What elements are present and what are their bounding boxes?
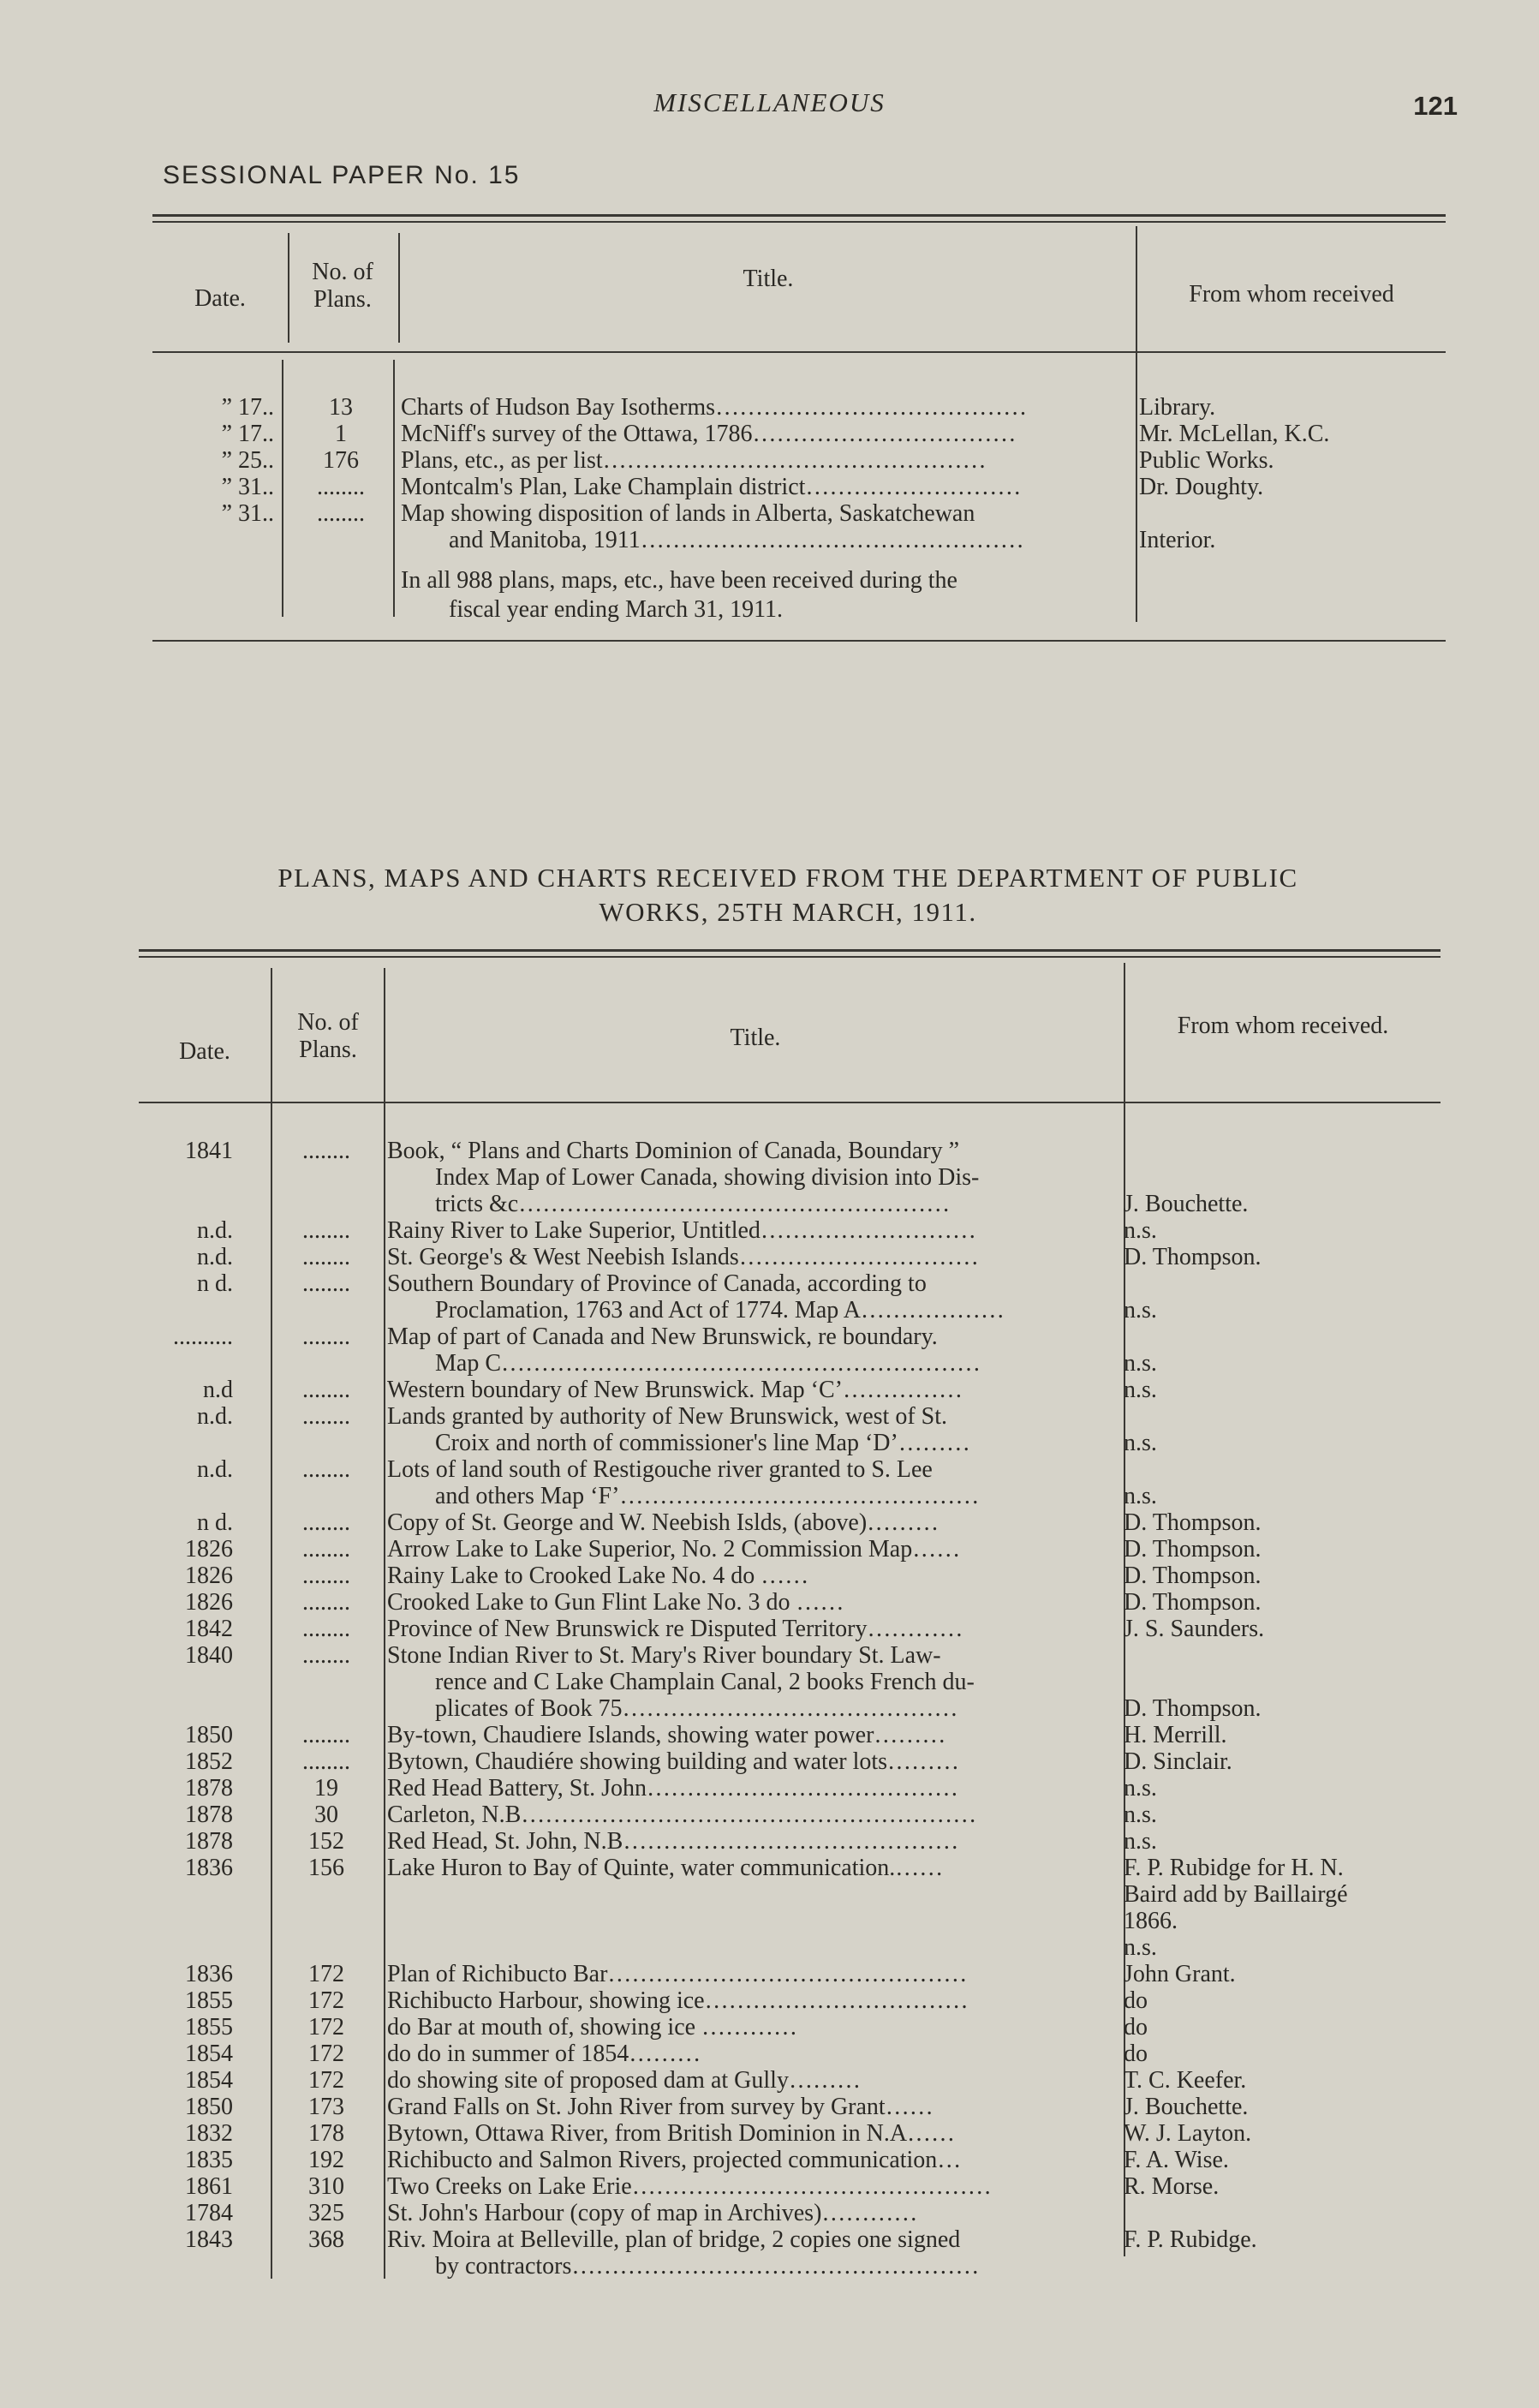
from-cell: n.s.: [1124, 1483, 1157, 1509]
table-row: [139, 1350, 1441, 1377]
plans-cell: ........: [302, 1377, 350, 1403]
plans-cell: 172: [308, 2014, 344, 2041]
date-cell: n.d.: [197, 1217, 233, 1244]
plans-cell: 368: [308, 2226, 344, 2253]
from-cell: D. Thompson.: [1124, 1695, 1262, 1722]
from-cell: D. Thompson.: [1124, 1509, 1262, 1536]
plans-cell: ........: [302, 1138, 350, 1164]
table-row: [139, 1297, 1441, 1324]
date-cell: 1826: [185, 1589, 233, 1616]
table-row: [139, 1536, 1441, 1563]
title-cell: Index Map of Lower Canada, showing division into Dis-: [435, 1164, 980, 1191]
from-cell: Interior.: [1139, 527, 1216, 553]
running-title: MISCELLANEOUS: [653, 87, 886, 117]
date-cell: 1784: [185, 2200, 233, 2226]
header-title: Title.: [730, 1025, 781, 1051]
from-cell: n.s.: [1124, 1802, 1157, 1828]
table-row: [139, 1961, 1441, 1987]
title-cell: St. George's & West Neebish Islands…………………………: [387, 1244, 979, 1270]
plans-cell: 19: [314, 1775, 338, 1802]
from-cell: n.s.: [1124, 1934, 1157, 1961]
title-cell: Lake Huron to Bay of Quinte, water communication.……: [387, 1855, 944, 1881]
plans-cell: ........: [302, 1244, 350, 1270]
table-row: [139, 1430, 1441, 1456]
plans-cell: ........: [317, 474, 365, 500]
date-cell: 1843: [185, 2226, 233, 2253]
date-cell: n.d.: [197, 1403, 233, 1430]
table-row: [139, 2014, 1441, 2041]
page-number: 121: [1413, 91, 1458, 121]
date-cell: 1852: [185, 1748, 233, 1775]
header-title: Title.: [743, 266, 794, 292]
table-1: [152, 214, 1446, 660]
date-cell: 1850: [185, 1722, 233, 1748]
title-cell: Map showing disposition of lands in Alberta, Saskatchewan: [401, 500, 975, 527]
table-row: [139, 2173, 1441, 2200]
from-cell: R. Morse.: [1124, 2173, 1220, 2200]
title-cell: Richibucto and Salmon Rivers, projected communication…: [387, 2147, 962, 2173]
table-row: [152, 421, 1446, 447]
title-cell: Proclamation, 1763 and Act of 1774. Map A………………: [435, 1297, 1005, 1324]
header-date: Date.: [194, 285, 246, 312]
title-cell: Book, “ Plans and Charts Dominion of Canada, Boundary ”: [387, 1138, 960, 1164]
plans-cell: 176: [323, 447, 359, 474]
title-cell: Province of New Brunswick re Disputed Territory…………: [387, 1616, 963, 1642]
date-cell: 1850: [185, 2094, 233, 2120]
plans-cell: ........: [302, 1642, 350, 1669]
from-cell: D. Thompson.: [1124, 1589, 1262, 1616]
title-cell: Southern Boundary of Province of Canada, according to: [387, 1270, 927, 1297]
title-cell: by contractors……………………………………………: [435, 2253, 980, 2280]
date-cell: ” 31..: [221, 500, 274, 527]
from-cell: do: [1124, 1987, 1148, 2014]
date-cell: 1835: [185, 2147, 233, 2173]
date-cell: 1836: [185, 1961, 233, 1987]
from-cell: n.s.: [1124, 1828, 1157, 1855]
plans-cell: ........: [302, 1217, 350, 1244]
header-plans: No. of Plans.: [297, 1009, 359, 1064]
date-cell: ..........: [173, 1324, 233, 1350]
title-cell: Plan of Richibucto Bar………………………………………: [387, 1961, 968, 1987]
plans-cell: ........: [302, 1563, 350, 1589]
date-cell: 1854: [185, 2067, 233, 2094]
title-cell: and Manitoba, 1911…………………………………………: [449, 527, 1024, 553]
table-row: [139, 2067, 1441, 2094]
plans-cell: 325: [308, 2200, 344, 2226]
plans-cell: ........: [302, 1536, 350, 1563]
plans-cell: 192: [308, 2147, 344, 2173]
table-row: [139, 1748, 1441, 1775]
table-row: [139, 1244, 1441, 1270]
from-cell: Baird add by Baillairgé: [1124, 1881, 1348, 1908]
section-title-cont: WORKS, 25TH MARCH, 1911.: [599, 897, 977, 927]
date-cell: n.d.: [197, 1456, 233, 1483]
date-cell: 1861: [185, 2173, 233, 2200]
date-cell: 1826: [185, 1536, 233, 1563]
table-row: [139, 1377, 1441, 1403]
from-cell: F. P. Rubidge.: [1124, 2226, 1257, 2253]
table-row: [139, 1164, 1441, 1191]
table-row: [152, 527, 1446, 553]
table-row: [139, 1138, 1441, 1164]
title-cell: do Bar at mouth of, showing ice …………: [387, 2014, 798, 2041]
table-1-note-cont: fiscal year ending March 31, 1911.: [449, 596, 784, 623]
plans-cell: ........: [302, 1270, 350, 1297]
title-cell: Montcalm's Plan, Lake Champlain district………………………: [401, 474, 1022, 500]
from-cell: J. Bouchette.: [1124, 1191, 1249, 1217]
title-cell: Charts of Hudson Bay Isotherms…………………………………: [401, 394, 1028, 421]
title-cell: Bytown, Chaudiére showing building and water lots………: [387, 1748, 960, 1775]
title-cell: McNiff's survey of the Ottawa, 1786……………………………: [401, 421, 1017, 447]
title-cell: Rainy River to Lake Superior, Untitled………………………: [387, 1217, 976, 1244]
date-cell: 1878: [185, 1775, 233, 1802]
table-row: [152, 500, 1446, 527]
title-cell: Map C……………………………………………………: [435, 1350, 981, 1377]
title-cell: Map of part of Canada and New Brunswick, re boundary.: [387, 1324, 938, 1350]
from-cell: F. P. Rubidge for H. N.: [1124, 1855, 1344, 1881]
title-cell: Grand Falls on St. John River from survey by Grant……: [387, 2094, 934, 2120]
plans-cell: 1: [335, 421, 347, 447]
header-from: From whom received.: [1177, 1013, 1389, 1039]
plans-cell: 178: [308, 2120, 344, 2147]
table-row: [139, 1987, 1441, 2014]
title-cell: do do in summer of 1854………: [387, 2041, 701, 2067]
from-cell: n.s.: [1124, 1775, 1157, 1802]
table-row: [139, 1324, 1441, 1350]
table-row: [139, 1669, 1441, 1695]
plans-cell: ........: [302, 1403, 350, 1430]
title-cell: Red Head Battery, St. John…………………………………: [387, 1775, 959, 1802]
from-cell: J. Bouchette.: [1124, 2094, 1249, 2120]
header-from: From whom received: [1189, 281, 1394, 308]
table-row: [139, 1616, 1441, 1642]
table-row: [139, 2253, 1441, 2280]
date-cell: ” 31..: [221, 474, 274, 500]
table-row: [139, 2200, 1441, 2226]
title-cell: Arrow Lake to Lake Superior, No. 2 Commission Map……: [387, 1536, 961, 1563]
table-row: [139, 2120, 1441, 2147]
date-cell: n.d: [203, 1377, 233, 1403]
header-underline: [152, 351, 1446, 353]
title-cell: Richibucto Harbour, showing ice……………………………: [387, 1987, 969, 2014]
table-row: [152, 474, 1446, 500]
from-cell: n.s.: [1124, 1430, 1157, 1456]
from-cell: D. Thompson.: [1124, 1563, 1262, 1589]
table-top-rule: [139, 949, 1441, 952]
title-cell: do showing site of proposed dam at Gully………: [387, 2067, 861, 2094]
title-cell: Crooked Lake to Gun Flint Lake No. 3 do ……: [387, 1589, 844, 1616]
table-row: [139, 1191, 1441, 1217]
table-row: [139, 1881, 1441, 1908]
table-row: [139, 1802, 1441, 1828]
table-row: [152, 447, 1446, 474]
date-cell: 1854: [185, 2041, 233, 2067]
from-cell: Public Works.: [1139, 447, 1274, 474]
table-row: [139, 1855, 1441, 1881]
column-divider: [288, 233, 289, 343]
from-cell: do: [1124, 2014, 1148, 2041]
plans-cell: 172: [308, 1961, 344, 1987]
header-plans: No. of Plans.: [312, 259, 373, 314]
table-row: [139, 1775, 1441, 1802]
plans-cell: ........: [302, 1589, 350, 1616]
table-row: [139, 2094, 1441, 2120]
title-cell: Stone Indian River to St. Mary's River boundary St. Law-: [387, 1642, 941, 1669]
from-cell: Library.: [1139, 394, 1216, 421]
title-cell: and others Map ‘F’………………………………………: [435, 1483, 980, 1509]
date-cell: ” 17..: [221, 421, 274, 447]
table-top-rule: [152, 214, 1446, 217]
plans-cell: 30: [314, 1802, 338, 1828]
plans-cell: 173: [308, 2094, 344, 2120]
column-divider: [398, 233, 400, 343]
title-cell: Western boundary of New Brunswick. Map ‘C’……………: [387, 1377, 963, 1403]
from-cell: T. C. Keefer.: [1124, 2067, 1247, 2094]
date-cell: 1878: [185, 1802, 233, 1828]
table-1-note: In all 988 plans, maps, etc., have been received during the: [401, 567, 957, 594]
table-row: [139, 1403, 1441, 1430]
from-cell: n.s.: [1124, 1350, 1157, 1377]
table-row: [139, 1642, 1441, 1669]
from-cell: J. S. Saunders.: [1124, 1616, 1265, 1642]
table-row: [139, 1828, 1441, 1855]
table-bottom-rule: [152, 640, 1446, 642]
date-cell: 1855: [185, 2014, 233, 2041]
plans-cell: ........: [302, 1509, 350, 1536]
header-date: Date.: [179, 1038, 230, 1065]
plans-cell: 172: [308, 1987, 344, 2014]
from-cell: Dr. Doughty.: [1139, 474, 1264, 500]
plans-cell: ........: [302, 1748, 350, 1775]
date-cell: 1836: [185, 1855, 233, 1881]
table-row: [139, 1509, 1441, 1536]
table-row: [139, 2226, 1441, 2253]
from-cell: 1866.: [1124, 1908, 1178, 1934]
title-cell: rence and C Lake Champlain Canal, 2 books French du-: [435, 1669, 975, 1695]
table-row: [152, 394, 1446, 421]
table-row: [139, 2147, 1441, 2173]
plans-cell: ........: [317, 500, 365, 527]
table-row: [139, 1722, 1441, 1748]
title-cell: Lots of land south of Restigouche river granted to S. Lee: [387, 1456, 933, 1483]
sessional-paper-label: SESSIONAL PAPER No. 15: [163, 161, 521, 189]
from-cell: John Grant.: [1124, 1961, 1236, 1987]
plans-cell: 310: [308, 2173, 344, 2200]
title-cell: Plans, etc., as per list…………………………………………: [401, 447, 987, 474]
date-cell: n.d.: [197, 1244, 233, 1270]
date-cell: 1855: [185, 1987, 233, 2014]
date-cell: 1841: [185, 1138, 233, 1164]
table-2: [139, 949, 1441, 2286]
title-cell: Croix and north of commissioner's line Map ‘D’………: [435, 1430, 970, 1456]
header-underline: [139, 1102, 1441, 1103]
plans-cell: ........: [302, 1324, 350, 1350]
plans-cell: 172: [308, 2041, 344, 2067]
date-cell: n d.: [197, 1270, 233, 1297]
title-cell: By-town, Chaudiere Islands, showing water power………: [387, 1722, 946, 1748]
date-cell: 1842: [185, 1616, 233, 1642]
table-row: [139, 1270, 1441, 1297]
table-row: [139, 1589, 1441, 1616]
plans-cell: 156: [308, 1855, 344, 1881]
table-row: [139, 1908, 1441, 1934]
from-cell: n.s.: [1124, 1217, 1157, 1244]
table-row: [139, 1456, 1441, 1483]
section-title: PLANS, MAPS AND CHARTS RECEIVED FROM THE DEPARTMENT OF PUBLIC: [277, 863, 1298, 893]
plans-cell: ........: [302, 1722, 350, 1748]
plans-cell: 13: [329, 394, 353, 421]
title-cell: Bytown, Ottawa River, from British Dominion in N.A……: [387, 2120, 956, 2147]
date-cell: ” 17..: [221, 394, 274, 421]
table-top-rule-2: [152, 221, 1446, 223]
date-cell: ” 25..: [221, 447, 274, 474]
date-cell: n d.: [197, 1509, 233, 1536]
title-cell: Copy of St. George and W. Neebish Islds, (above)………: [387, 1509, 940, 1536]
title-cell: St. John's Harbour (copy of map in Archives)…………: [387, 2200, 918, 2226]
from-cell: H. Merrill.: [1124, 1722, 1227, 1748]
table-top-rule-2: [139, 956, 1441, 958]
title-cell: Lands granted by authority of New Brunswick, west of St.: [387, 1403, 947, 1430]
table-row: [139, 1483, 1441, 1509]
date-cell: 1840: [185, 1642, 233, 1669]
table-row: [139, 1934, 1441, 1961]
from-cell: F. A. Wise.: [1124, 2147, 1229, 2173]
from-cell: D. Thompson.: [1124, 1536, 1262, 1563]
table-row: [139, 1695, 1441, 1722]
plans-cell: ........: [302, 1456, 350, 1483]
from-cell: Mr. McLellan, K.C.: [1139, 421, 1330, 447]
date-cell: 1878: [185, 1828, 233, 1855]
title-cell: Riv. Moira at Belleville, plan of bridge, 2 copies one signed: [387, 2226, 961, 2253]
from-cell: n.s.: [1124, 1377, 1157, 1403]
table-row: [139, 1563, 1441, 1589]
from-cell: D. Sinclair.: [1124, 1748, 1232, 1775]
title-cell: Carleton, N.B…………………………………………………: [387, 1802, 977, 1828]
table-row: [139, 1217, 1441, 1244]
title-cell: Rainy Lake to Crooked Lake No. 4 do ……: [387, 1563, 809, 1589]
date-cell: 1826: [185, 1563, 233, 1589]
from-cell: W. J. Layton.: [1124, 2120, 1252, 2147]
table-row: [139, 2041, 1441, 2067]
plans-cell: 152: [308, 1828, 344, 1855]
date-cell: 1832: [185, 2120, 233, 2147]
title-cell: plicates of Book 75……………………………………: [435, 1695, 958, 1722]
from-cell: n.s.: [1124, 1297, 1157, 1324]
plans-cell: 172: [308, 2067, 344, 2094]
title-cell: tricts &c………………………………………………: [435, 1191, 951, 1217]
from-cell: D. Thompson.: [1124, 1244, 1262, 1270]
title-cell: Two Creeks on Lake Erie………………………………………: [387, 2173, 992, 2200]
from-cell: do: [1124, 2041, 1148, 2067]
plans-cell: ........: [302, 1616, 350, 1642]
title-cell: Red Head, St. John, N.B……………………………………: [387, 1828, 959, 1855]
